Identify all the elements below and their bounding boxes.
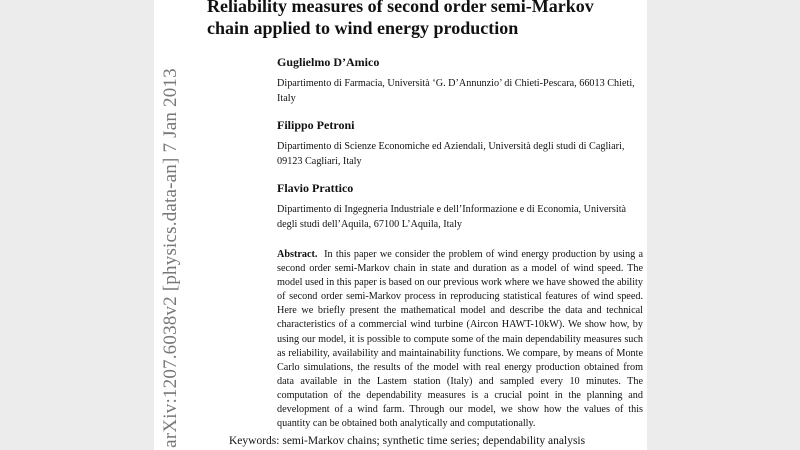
paper-page: [154, 0, 647, 450]
author-block: [277, 55, 647, 106]
abstract: [277, 248, 643, 431]
author-affiliation: Dipartimento di Scienze Economiche ed Aziendali, Università degli studi di Cagliari, 09123 Cagliari, Italy: [277, 141, 625, 167]
author-name: Guglielmo D’Amico: [277, 55, 380, 69]
author-block: [277, 118, 647, 169]
arxiv-identifier: arXiv:1207.6038v2 [physics.data-an] 7 Jan 2013: [160, 68, 181, 448]
paper-title: Reliability measures of second order semi-Markov chain applied to wind energy production: [207, 0, 594, 38]
author-block: [277, 181, 647, 232]
author-affiliation: Dipartimento di Farmacia, Università ‘G. D’Annunzio’ di Chieti-Pescara, 66013 Chieti, Italy: [277, 78, 635, 104]
author-name: Filippo Petroni: [277, 118, 355, 132]
author-name: Flavio Prattico: [277, 181, 354, 195]
keywords: Keywords: semi-Markov chains; synthetic time series; dependability analysis: [229, 435, 586, 447]
abstract-label: Abstract.: [277, 249, 318, 260]
abstract-text: In this paper we consider the problem of wind energy production by using a second order semi-Markov chain in state and duration as a model of wind speed. The model used in this paper is based on our previous work where we have showed the ability of second order semi-Markov process in reproducing statistical features of wind speed. Here we briefly present the mathematical model and describe the data and technical characteristics of a commercial wind turbine (Aircon HAWT-10kW). We show how, by using our model, it is possible to compute some of the main dependability measures such as reliability, availability and maintainability functions. We compare, by means of Monte Carlo simulations, the results of the model with real energy production obtained from data available in the Lastem station (Italy) and sampled every 10 minutes. The computation of the dependability measures is a crucial point in the planning and development of a wind farm. Through our model, we show how the values of this quantity can be obtained both analytically and computationally.: [277, 249, 644, 430]
author-affiliation: Dipartimento di Ingegneria Industriale e dell’Informazione e di Economia, Università degli studi dell’Aquila, 67100 L’Aquila, Italy: [277, 204, 627, 230]
